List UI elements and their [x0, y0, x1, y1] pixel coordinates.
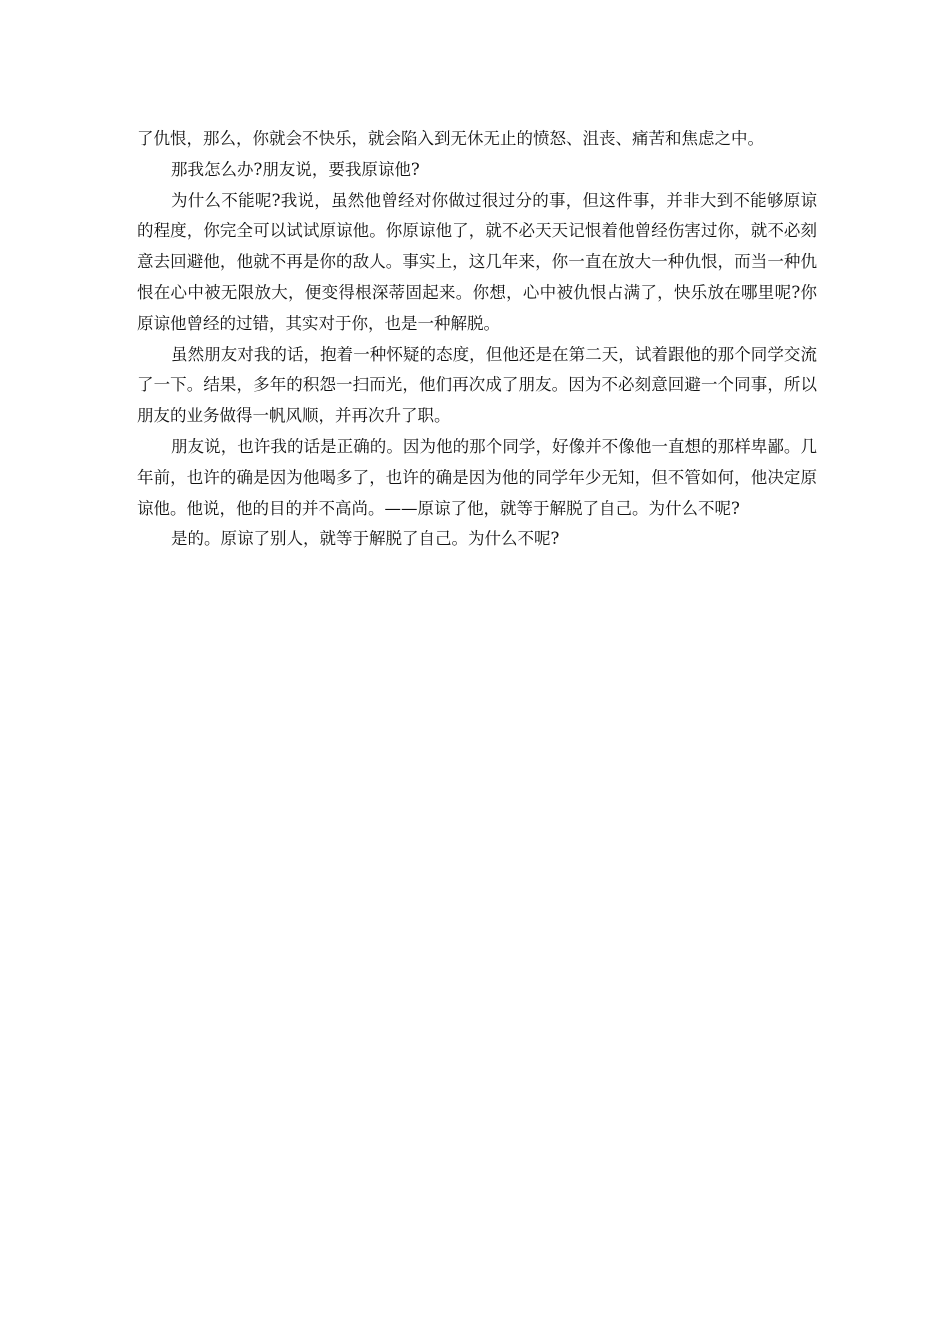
paragraph: 是的。原谅了别人，就等于解脱了自己。为什么不呢?: [171, 529, 560, 549]
paragraph: 朋友说，也许我的话是正确的。因为他的那个同学，好像并不像他一直想的那样卑鄙。几年前，也许的确是因为他喝多了，也许的确是因为他的同学年少无知，但不管如何，他决定原谅他。他说，他的目的并不高尚。——原谅了他，就等于解脱了自己。为什么不呢?: [137, 436, 817, 518]
paragraph-continuation: 了仇恨，那么，你就会不快乐，就会陷入到无休无止的愤怒、沮丧、痛苦和焦虑之中。: [137, 129, 764, 148]
paragraph: 虽然朋友对我的话，抱着一种怀疑的态度，但他还是在第二天，试着跟他的那个同学交流了一下。结果，多年的积怨一扫而光，他们再次成了朋友。因为不必刻意回避一个同事，所以朋友的业务做得一帆风顺，并再次升了职。: [137, 344, 817, 426]
document-body: [137, 124, 817, 555]
paragraph: 那我怎么办?朋友说，要我原谅他?: [171, 159, 420, 179]
paragraph: 为什么不能呢?我说，虽然他曾经对你做过很过分的事，但这件事，并非大到不能够原谅的程度，你完全可以试试原谅他。你原谅他了，就不必天天记恨着他曾经伤害过你，就不必刻意去回避他，他就不再是你的敌人。事实上，这几年来，你一直在放大一种仇恨，而当一种仇恨在心中被无限放大，便变得根深蒂固起来。你想，心中被仇恨占满了，快乐放在哪里呢?你原谅他曾经的过错，其实对于你，也是一种解脱。: [137, 190, 817, 333]
